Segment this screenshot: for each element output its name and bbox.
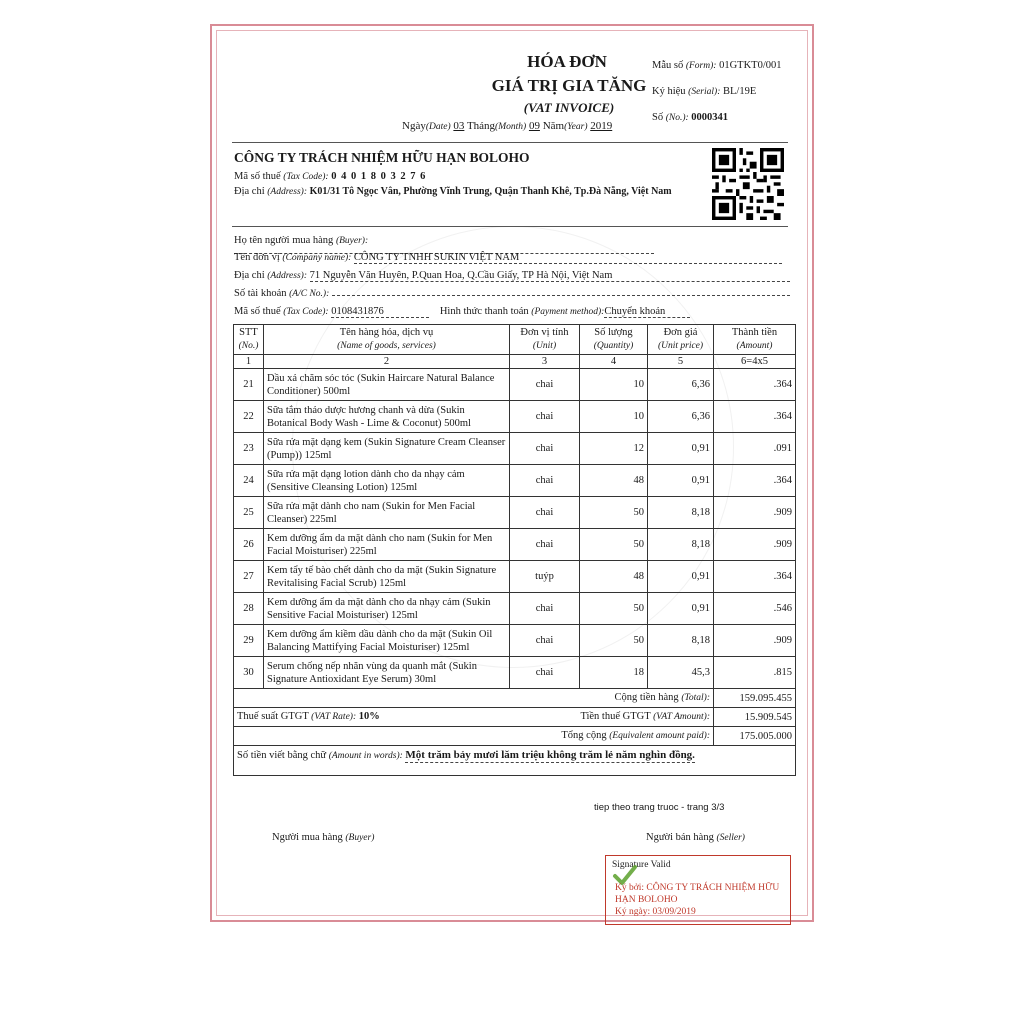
serial-number [652, 86, 756, 97]
payment-label: (Payment method): [531, 307, 605, 317]
signature-date: Ký ngày: 03/09/2019 [615, 907, 696, 917]
row-price: 8,18 [648, 497, 714, 529]
signature-status: Signature Valid [612, 860, 671, 870]
row-name: Kem tẩy tế bào chết dành cho da mặt (Sukin Signature Revitalising Facial Scrub) 125ml [264, 561, 510, 593]
company-label: (Company name): [282, 253, 352, 263]
row-unit: chai [510, 465, 580, 497]
date-month: 09 [528, 120, 540, 132]
row-amount: .091 [714, 433, 796, 465]
buyer-address-label: (Address): [267, 271, 307, 281]
row-qty: 48 [580, 465, 648, 497]
row-unit: chai [510, 401, 580, 433]
table-row [234, 369, 796, 401]
serial-value: BL/19E [722, 86, 757, 97]
invoice-subtitle: GIÁ TRỊ GIA TĂNG [491, 76, 647, 95]
row-price: 0,91 [648, 561, 714, 593]
row-qty: 50 [580, 593, 648, 625]
row-price: 45,3 [648, 657, 714, 689]
words-en: (Amount in words): [328, 751, 403, 761]
subtotal-value: 159.095.455 [714, 689, 796, 708]
subtotal-label [234, 689, 714, 708]
form-number [652, 60, 782, 71]
vat-amount-en: (VAT Amount): [653, 712, 710, 722]
row-qty: 50 [580, 529, 648, 561]
continuation-note: tiep theo trang truoc - trang 3/3 [594, 802, 725, 813]
grand-prefix: Tổng cộng [561, 730, 607, 741]
header-no [234, 325, 264, 355]
month-label: (Month) [495, 122, 527, 132]
year-prefix: Năm [542, 120, 565, 132]
row-price: 6,36 [648, 401, 714, 433]
payment-value: Chuyển khoản [604, 306, 666, 317]
subtotal-en: (Total): [681, 693, 710, 703]
form-value: 01GTKT0/001 [719, 60, 782, 71]
header-price-vi: Đơn giá [663, 327, 698, 338]
row-name: Sữa rửa mặt dạng lotion dành cho da nhạy cảm (Sensitive Cleansing Lotion) 125ml [264, 465, 510, 497]
vat-amount-prefix: Tiền thuế GTGT [580, 711, 651, 722]
buyer-tax-value: 0108431876 [331, 306, 384, 317]
no-value: 0000341 [691, 112, 729, 123]
row-no: 27 [234, 561, 264, 593]
invoice-page [210, 24, 814, 922]
buyer-tax-line [234, 306, 690, 318]
vat-amount-value: 15.909.545 [714, 708, 796, 727]
header-unit [510, 325, 580, 355]
subtotal-prefix: Cộng tiền hàng [614, 692, 679, 703]
row-amount: .909 [714, 625, 796, 657]
seller-sign-prefix: Người bán hàng [646, 832, 714, 843]
vat-rate-en: (VAT Rate): [311, 712, 357, 722]
table-row [234, 465, 796, 497]
row-qty: 48 [580, 561, 648, 593]
header-qty-vi: Số lượng [594, 327, 633, 338]
seller-signature-title [646, 832, 745, 843]
index-cell: 5 [648, 355, 714, 369]
serial-prefix: Ký hiệu [652, 86, 686, 97]
divider-buyer [232, 226, 788, 227]
items-table [233, 324, 796, 776]
table-row [234, 529, 796, 561]
grand-total-row [234, 727, 796, 746]
row-amount: .364 [714, 401, 796, 433]
row-qty: 12 [580, 433, 648, 465]
header-unit-vi: Đơn vị tính [520, 327, 569, 338]
date-label: (Date) [425, 122, 451, 132]
buyer-account-field [332, 295, 790, 296]
buyer-tax-prefix: Mã số thuế [234, 306, 281, 317]
row-amount: .546 [714, 593, 796, 625]
amount-words-value: Một trăm bảy mươi lăm triệu không trăm lẻ năm nghìn đồng. [405, 749, 695, 761]
seller-address [234, 186, 672, 197]
no-label: (No.): [665, 113, 689, 123]
row-unit: chai [510, 593, 580, 625]
date-prefix: Ngày [402, 120, 426, 132]
words-prefix: Số tiền viết bằng chữ [237, 750, 327, 761]
date-day: 03 [453, 120, 465, 132]
row-no: 23 [234, 433, 264, 465]
header-no-en: (No.) [238, 341, 259, 351]
no-prefix: Số [652, 112, 664, 123]
form-label: (Form): [685, 61, 717, 71]
date-year: 2019 [590, 120, 613, 132]
row-price: 0,91 [648, 593, 714, 625]
header-name-vi: Tên hàng hóa, dịch vụ [339, 327, 434, 338]
row-qty: 50 [580, 625, 648, 657]
buyer-sign-prefix: Người mua hàng [272, 832, 343, 843]
row-price: 0,91 [648, 433, 714, 465]
seller-tax-value: 0 4 0 1 8 0 3 2 7 6 [331, 171, 427, 182]
row-name: Kem dưỡng ẩm da mặt dành cho nam (Sukin for Men Facial Moisturiser) 225ml [264, 529, 510, 561]
index-cell: 1 [234, 355, 264, 369]
row-price: 6,36 [648, 369, 714, 401]
row-unit: tuýp [510, 561, 580, 593]
row-unit: chai [510, 625, 580, 657]
row-unit: chai [510, 529, 580, 561]
seller-address-prefix: Địa chỉ [234, 186, 265, 197]
subtotal-row [234, 689, 796, 708]
row-no: 26 [234, 529, 264, 561]
buyer-address-value: 71 Nguyễn Văn Huyên, P.Quan Hoa, Q.Cầu Giấy, TP Hà Nội, Việt Nam [309, 270, 613, 281]
buyer-tax-field [331, 306, 429, 318]
row-price: 8,18 [648, 529, 714, 561]
row-unit: chai [510, 657, 580, 689]
seller-sign-label: (Seller) [716, 833, 745, 843]
row-price: 0,91 [648, 465, 714, 497]
buyer-prefix: Họ tên người mua hàng [234, 235, 334, 246]
row-unit: chai [510, 497, 580, 529]
vat-rate-prefix: Thuế suất GTGT [237, 711, 309, 722]
index-cell: 2 [264, 355, 510, 369]
row-no: 29 [234, 625, 264, 657]
invoice-english-title: (VAT INVOICE) [523, 100, 615, 115]
row-unit: chai [510, 433, 580, 465]
amount-words-row [234, 746, 796, 776]
row-amount: .364 [714, 369, 796, 401]
table-row [234, 561, 796, 593]
header-qty-en: (Quantity) [593, 341, 634, 351]
table-row [234, 497, 796, 529]
payment-field [604, 306, 690, 318]
invoice-date [402, 120, 612, 132]
buyer-address-line [234, 270, 790, 282]
seller-name: CÔNG TY TRÁCH NHIỆM HỮU HẠN BOLOHO [234, 150, 530, 165]
serial-label: (Serial): [688, 87, 721, 97]
table-row [234, 593, 796, 625]
header-unit-en: (Unit) [532, 341, 557, 351]
row-amount: .909 [714, 497, 796, 529]
signature-signed-by: Ký bởi: CÔNG TY TRÁCH NHIỆM HỮU HẠN BOLOHO [615, 883, 780, 905]
table-index-row [234, 355, 796, 369]
row-no: 30 [234, 657, 264, 689]
grand-total-label [234, 727, 714, 746]
buyer-tax-label: (Tax Code): [283, 307, 329, 317]
table-row [234, 657, 796, 689]
buyer-signature-title [272, 832, 374, 843]
header-name-en: (Name of goods, services) [337, 341, 436, 351]
vat-rate-value: 10% [358, 711, 380, 722]
row-name: Serum chống nếp nhăn vùng da quanh mắt (Sukin Signature Antioxidant Eye Serum) 30ml [264, 657, 510, 689]
seller-address-value: K01/31 Tô Ngọc Vân, Phường Vĩnh Trung, Quận Thanh Khê, Tp.Đà Nẵng, Việt Nam [309, 186, 672, 197]
amount-words-cell [234, 746, 796, 776]
vat-row [234, 708, 796, 727]
row-name: Kem dưỡng ẩm kiềm dầu dành cho da mặt (Sukin Oil Balancing Mattifying Facial Moisturiser) 125ml [264, 625, 510, 657]
buyer-company-field [354, 252, 782, 264]
row-amount: .909 [714, 529, 796, 561]
row-qty: 10 [580, 401, 648, 433]
buyer-address-prefix: Địa chỉ [234, 270, 265, 281]
row-name: Sữa rửa mặt dạng kem (Sukin Signature Cream Cleanser (Pump)) 125ml [264, 433, 510, 465]
digital-signature-box[interactable] [605, 855, 791, 925]
table-row [234, 401, 796, 433]
row-name: Kem dưỡng ẩm da mặt dành cho da nhạy cảm (Sukin Sensitive Facial Moisturiser) 125ml [264, 593, 510, 625]
grand-en: (Equivalent amount paid): [609, 731, 710, 741]
row-amount: .364 [714, 465, 796, 497]
table-row [234, 433, 796, 465]
header-price-en: (Unit price) [657, 341, 704, 351]
seller-tax-code [234, 171, 426, 182]
buyer-account-line [234, 288, 790, 299]
qr-code-icon [712, 148, 784, 220]
form-prefix: Mẫu số [652, 60, 684, 71]
vat-rate-cell [234, 708, 510, 727]
payment-prefix: Hình thức thanh toán [439, 306, 529, 317]
divider-top [232, 142, 788, 143]
row-qty: 10 [580, 369, 648, 401]
index-cell: 6=4x5 [714, 355, 796, 369]
grand-total-value: 175.005.000 [714, 727, 796, 746]
row-amount: .815 [714, 657, 796, 689]
row-no: 28 [234, 593, 264, 625]
header-price [648, 325, 714, 355]
row-name: Sữa rửa mặt dành cho nam (Sukin for Men Facial Cleanser) 225ml [264, 497, 510, 529]
seller-address-label: (Address): [267, 187, 307, 197]
header-no-vi: STT [239, 327, 258, 338]
buyer-company-value: CÔNG TY TNHH SUKIN VIỆT NAM [353, 252, 520, 263]
row-name: Sữa tắm thảo dược hương chanh và dừa (Sukin Botanical Body Wash - Lime & Coconut) 500ml [264, 401, 510, 433]
buyer-sign-label: (Buyer) [345, 833, 375, 843]
buyer-address-field [310, 270, 790, 282]
row-no: 25 [234, 497, 264, 529]
company-prefix: Tên đơn vị [234, 252, 280, 263]
account-label: (A/C No.): [289, 289, 330, 299]
seller-tax-prefix: Mã số thuế [234, 171, 281, 182]
index-cell: 3 [510, 355, 580, 369]
row-name: Dầu xả chăm sóc tóc (Sukin Haircare Natural Balance Conditioner) 500ml [264, 369, 510, 401]
table-header-row [234, 325, 796, 355]
seller-tax-label: (Tax Code): [283, 172, 329, 182]
header-name [264, 325, 510, 355]
month-prefix: Tháng [466, 120, 496, 132]
row-qty: 18 [580, 657, 648, 689]
invoice-title: HÓA ĐƠN [527, 52, 607, 71]
header-amount-vi: Thành tiền [731, 327, 778, 338]
row-price: 8,18 [648, 625, 714, 657]
buyer-company-line [234, 252, 782, 264]
header-amount-en: (Amount) [736, 341, 773, 351]
table-row [234, 625, 796, 657]
row-no: 21 [234, 369, 264, 401]
row-qty: 50 [580, 497, 648, 529]
buyer-label: (Buyer): [335, 236, 369, 246]
row-amount: .364 [714, 561, 796, 593]
row-unit: chai [510, 369, 580, 401]
vat-amount-cell [510, 708, 714, 727]
invoice-number [652, 112, 728, 123]
header-amount [714, 325, 796, 355]
account-prefix: Số tài khoản [234, 288, 287, 299]
row-no: 22 [234, 401, 264, 433]
index-cell: 4 [580, 355, 648, 369]
row-no: 24 [234, 465, 264, 497]
header-qty [580, 325, 648, 355]
year-label: (Year) [564, 122, 588, 132]
